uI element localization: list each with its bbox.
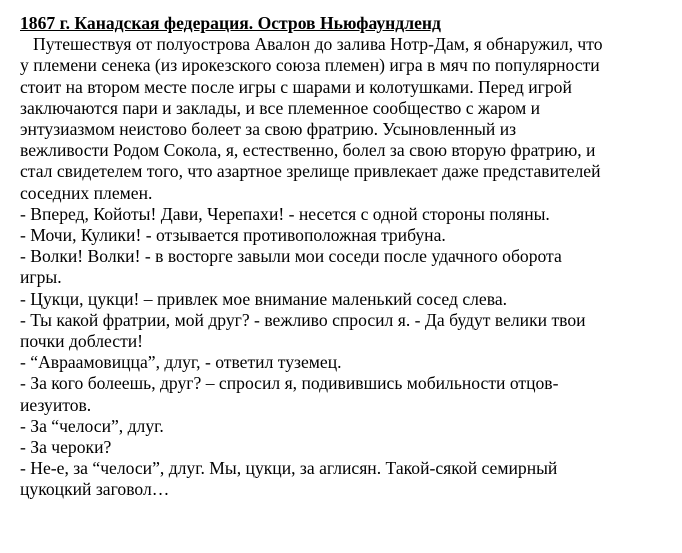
- text-line: Путешествуя от полуострова Авалон до залива Нотр-Дам, я обнаружил, что: [33, 34, 603, 55]
- dialogue-line: - Ты какой фратрии, мой друг? - вежливо спросил я. - Да будут велики твои: [20, 309, 586, 330]
- dialogue-line: - Не-е, за “челоси”, длуг. Мы, цукци, за аглисян. Такой-сякой семирный: [20, 458, 558, 479]
- dialogue-line: - За чероки?: [20, 437, 112, 458]
- dialogue-line: - Волки! Волки! - в восторге завыли мои соседи после удачного оборота: [20, 246, 562, 267]
- text-line: заключаются пари и заклады, и все племенное сообщество с жаром и: [20, 97, 541, 118]
- dialogue-line: - Цукци, цукци! – привлек мое внимание маленький сосед слева.: [20, 288, 508, 309]
- dialogue-line: - За кого болеешь, друг? – спросил я, подивившись мобильности отцов-: [20, 373, 559, 394]
- dialogue-line: иезуитов.: [20, 394, 92, 415]
- dialogue-line: почки доблести!: [20, 331, 144, 352]
- text-line: стоит на втором месте после игры с шарами и колотушками. Перед игрой: [20, 76, 572, 97]
- document-title: 1867 г. Канадская федерация. Остров Ньюфаундленд: [20, 13, 441, 33]
- dialogue-line: цукоцкий заговол…: [20, 479, 170, 500]
- text-line: у племени сенека (из ирокезского союза племен) игра в мяч по популярности: [20, 55, 600, 76]
- dialogue-line: - Мочи, Кулики! - отзывается противоположная трибуна.: [20, 225, 446, 246]
- dialogue-line: - “Авраамовицца”, длуг, - ответил туземец.: [20, 352, 342, 373]
- text-line: стал свидетелем того, что азартное зрелище привлекает даже представителей: [20, 161, 601, 182]
- dialogue-line: - За “челоси”, длуг.: [20, 415, 164, 436]
- dialogue-line: - Вперед, Койоты! Дави, Черепахи! - несется с одной стороны поляны.: [20, 203, 550, 224]
- text-line: энтузиазмом неистово болеет за свою фратрию. Усыновленный из: [20, 119, 517, 140]
- text-line: вежливости Родом Сокола, я, естественно, болел за свою вторую фратрию, и: [20, 140, 596, 161]
- dialogue-line: игры.: [20, 267, 62, 288]
- document: [20, 13, 675, 501]
- text-line: соседних племен.: [20, 182, 153, 203]
